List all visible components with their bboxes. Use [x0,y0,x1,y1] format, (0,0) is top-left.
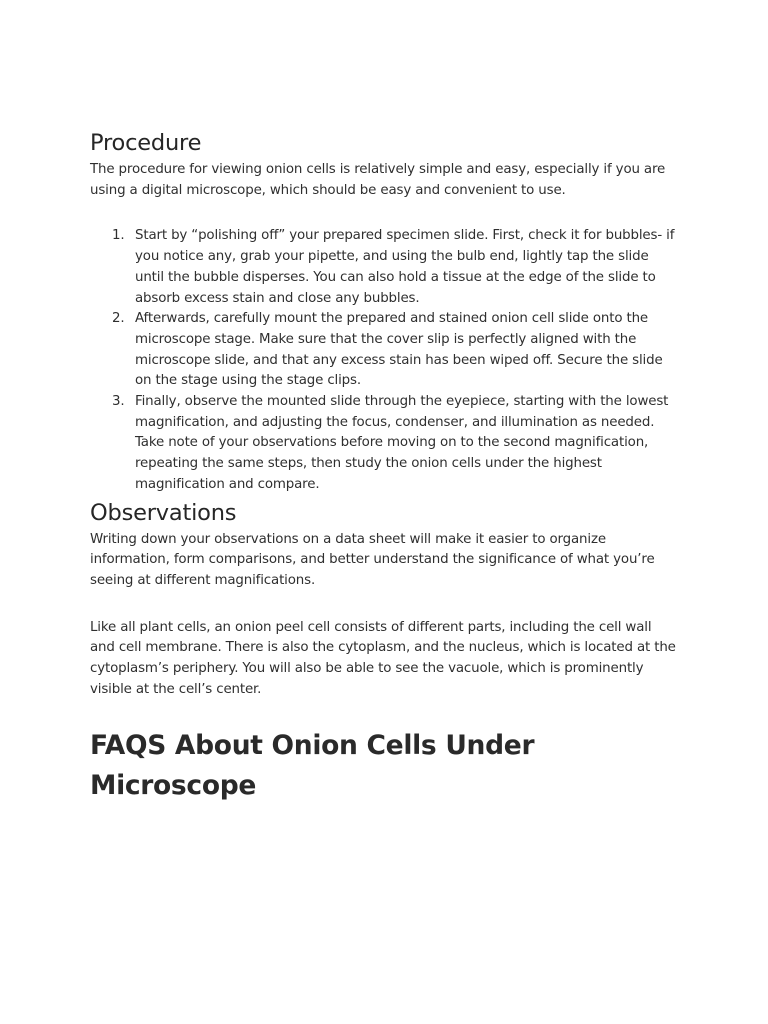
procedure-step [90,309,680,392]
observations-heading: Observations [90,499,237,526]
procedure-heading: Procedure [90,130,202,156]
step-text: Finally, observe the mounted slide through the eyepiece, starting with the lowest magnification, and adjusting the focus, condenser, and illumination as needed. Take note of your observations before moving on to the second magnification, repeating the same steps, then study the onion cells under the highest magnification and compare. [135,394,669,492]
procedure-step [90,226,680,309]
step-number: 3. [112,394,125,410]
step-number: 1. [112,228,125,244]
step-text: Afterwards, carefully mount the prepared and stained onion cell slide onto the microscope stage. Make sure that the cover slip is perfectly aligned with the microscope slide, and that any excess stain has been wiped off. Secure the slide on the stage using the stage clips. [135,311,663,389]
document-page [90,126,680,806]
faq-heading: FAQS About Onion Cells Under Microscope [90,730,535,802]
procedure-intro: The procedure for viewing onion cells is relatively simple and easy, especially if you are using a digital microscope, which should be easy and convenient to use. [90,162,666,198]
procedure-steps-list [90,226,680,495]
step-number: 2. [112,311,125,327]
observations-paragraph-1: Writing down your observations on a data sheet will make it easier to organize information, form comparisons, and better understand the significance of what you’re seeing at different magnifications. [90,531,655,588]
procedure-step [90,392,680,496]
step-text: Start by “polishing off” your prepared specimen slide. First, check it for bubbles- if you notice any, grab your pipette, and using the bulb end, lightly tap the slide until the bubble disperses. You can also hold a tissue at the edge of the slide to absorb excess stain and close any bubbles. [135,228,675,306]
observations-paragraph-2: Like all plant cells, an onion peel cell consists of different parts, including the cell wall and cell membrane. There is also the cytoplasm, and the nucleus, which is located at the cytoplasm’s periphery. You will also be able to see the vacuole, which is prominently visible at the cell’s center. [90,619,676,697]
